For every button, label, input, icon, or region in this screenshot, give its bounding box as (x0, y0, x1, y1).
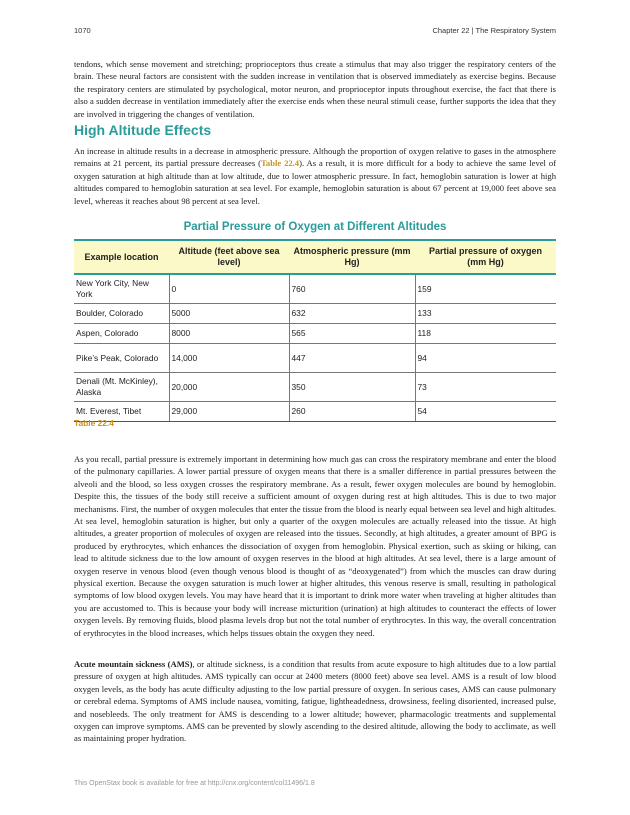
oxygen-cell: 54 (415, 402, 556, 422)
section-heading: High Altitude Effects (74, 122, 212, 138)
ams-paragraph (74, 658, 556, 745)
table-reference-link[interactable]: Table 22.4 (260, 158, 300, 169)
altitude-cell: 0 (169, 274, 289, 304)
pressure-cell: 565 (289, 324, 415, 344)
table-row (74, 274, 556, 304)
oxygen-cell: 73 (415, 373, 556, 402)
intro-paragraph: tendons, which sense movement and stretching; proprioceptors thus create a stimulus that may also trigger the respiratory centers of the brain. These neural factors are consistent with the sudden increase in ventilation that is observed immediately as exercise begins. Because the respiratory centers are stimulated by psychological, motor neuron, and proprioceptor inputs throughout exercise, the fact that there is also a sudden decrease in ventilation immediately after the exercise ends when these neural stimuli cease, further supports the idea that they are involved in triggering the changes of ventilation. (74, 59, 556, 119)
table-row (74, 373, 556, 402)
altitude-text-start: An increase in altitude results in a decrease in atmospheric pressure. Although the proportion of oxygen relative to gases in the atmosphere remains at 21 percent, its partial pressure decreases ( (74, 146, 556, 169)
pressure-cell: 350 (289, 373, 415, 402)
ams-term: Acute mountain sickness (AMS) (74, 659, 193, 669)
page-header (74, 26, 556, 35)
column-header: Altitude (feet above sea level) (169, 240, 289, 274)
pressure-cell: 760 (289, 274, 415, 304)
altitude-cell: 20,000 (169, 373, 289, 402)
location-cell: New York City, New York (74, 274, 169, 304)
pressure-cell: 632 (289, 304, 415, 324)
ams-text: , or altitude sickness, is a condition that results from acute exposure to high altitudes due to a low partial pressure of oxygen at high altitudes. AMS typically can occur at 2400 meters (8000 feet) above sea level. AMS is a result of low blood oxygen levels, as the body has acute difficulty adjusting to the low partial pressure of oxygen. In serious cases, AMS can cause pulmonary or cerebral edema. Symptoms of AMS include nausea, vomiting, fatigue, lightheadedness, drowsiness, feeling disoriented, increased pulse, and nosebleeds. The only treatment for AMS is descending to a lower altitude; however, pharmacologic treatments and supplemental oxygen can improve symptoms. AMS can be prevented by slowly ascending to the desired altitude, allowing the body to acclimate, as well as maintaining proper hydration. (74, 659, 556, 744)
table-title: Partial Pressure of Oxygen at Different Altitudes (183, 221, 447, 233)
oxygen-cell: 133 (415, 304, 556, 324)
pressure-cell: 447 (289, 344, 415, 373)
column-header: Atmospheric pressure (mm Hg) (289, 240, 415, 274)
column-header: Example location (74, 240, 169, 274)
oxygen-cell: 159 (415, 274, 556, 304)
oxygen-cell: 118 (415, 324, 556, 344)
page-footer: This OpenStax book is available for free at http://cnx.org/content/col11496/1.8 (74, 780, 315, 787)
location-cell: Denali (Mt. McKinley), Alaska (74, 373, 169, 402)
table-caption: Table 22.4 (74, 418, 114, 428)
table-row (74, 304, 556, 324)
location-cell: Aspen, Colorado (74, 324, 169, 344)
altitude-cell: 14,000 (169, 344, 289, 373)
table-header-row (74, 240, 556, 274)
location-cell: Mt. Everest, Tibet (74, 402, 169, 422)
chapter-title: Chapter 22 | The Respiratory System (432, 26, 556, 35)
altitude-cell: 5000 (169, 304, 289, 324)
oxygen-cell: 94 (415, 344, 556, 373)
altitude-cell: 29,000 (169, 402, 289, 422)
partial-pressure-paragraph: As you recall, partial pressure is extremely important in determining how much gas can cross the respiratory membrane and enter the blood of the pulmonary capillaries. A lower partial pressure of oxygen means that there is a smaller difference in partial pressures between the alveoli and the blood, so less oxygen crosses the respiratory membrane. As a result, fewer oxygen molecules are bound by hemoglobin. Despite this, the tissues of the body still receive a sufficient amount of oxygen during rest at high altitudes. This is due to two major mechanisms. First, the number of oxygen molecules that enter the tissue from the blood is nearly equal between sea level and high altitudes. At sea level, hemoglobin saturation is higher, but only a quarter of the oxygen molecules are actually released into the tissue. At high altitudes, a greater proportion of molecules of oxygen are released into the tissues. Secondly, at high altitudes, a greater amount of BPG is produced by erythrocytes, which enhances the dissociation of oxygen from hemoglobin. Physical exertion, such as skiing or hiking, can lead to altitude sickness due to the low amount of oxygen reserves in the blood at high altitudes. At sea level, there is a large amount of oxygen reserve in venous blood (even though venous blood is thought of as “deoxygenated”) from which the muscles can draw during physical exertion. Because the oxygen saturation is much lower at higher altitudes, this venous reserve is small, resulting in pathological symptoms of low blood oxygen levels. You may have heard that it is important to drink more water when traveling at higher altitudes than you are accustomed to. This is because your body will increase micturition (urination) at high altitudes to counteract the effects of lower oxygen levels. By removing fluids, blood plasma levels drop but not the total number of erythrocytes. In this way, the overall concentration of erythrocytes in the blood increases, which helps tissues obtain the oxygen they need. (74, 454, 556, 638)
page-number: 1070 (74, 26, 91, 35)
location-cell: Boulder, Colorado (74, 304, 169, 324)
column-header: Partial pressure of oxygen (mm Hg) (415, 240, 556, 274)
table-row (74, 344, 556, 373)
altitude-cell: 8000 (169, 324, 289, 344)
altitude-paragraph (74, 145, 556, 207)
altitude-text-end: ). As a result, it is more difficult for a body to achieve the same level of oxygen saturation at high altitude than at low altitude, due to lower atmospheric pressure. In fact, hemoglobin saturation is lower at high altitudes compared to hemoglobin saturation at sea level. For example, hemoglobin saturation is about 67 percent at 19,000 feet above sea level, whereas it reaches about 98 percent at sea level. (74, 158, 556, 206)
location-cell: Pike’s Peak, Colorado (74, 344, 169, 373)
table-row (74, 402, 556, 422)
pressure-cell: 260 (289, 402, 415, 422)
table-row (74, 324, 556, 344)
altitude-table (74, 239, 556, 422)
